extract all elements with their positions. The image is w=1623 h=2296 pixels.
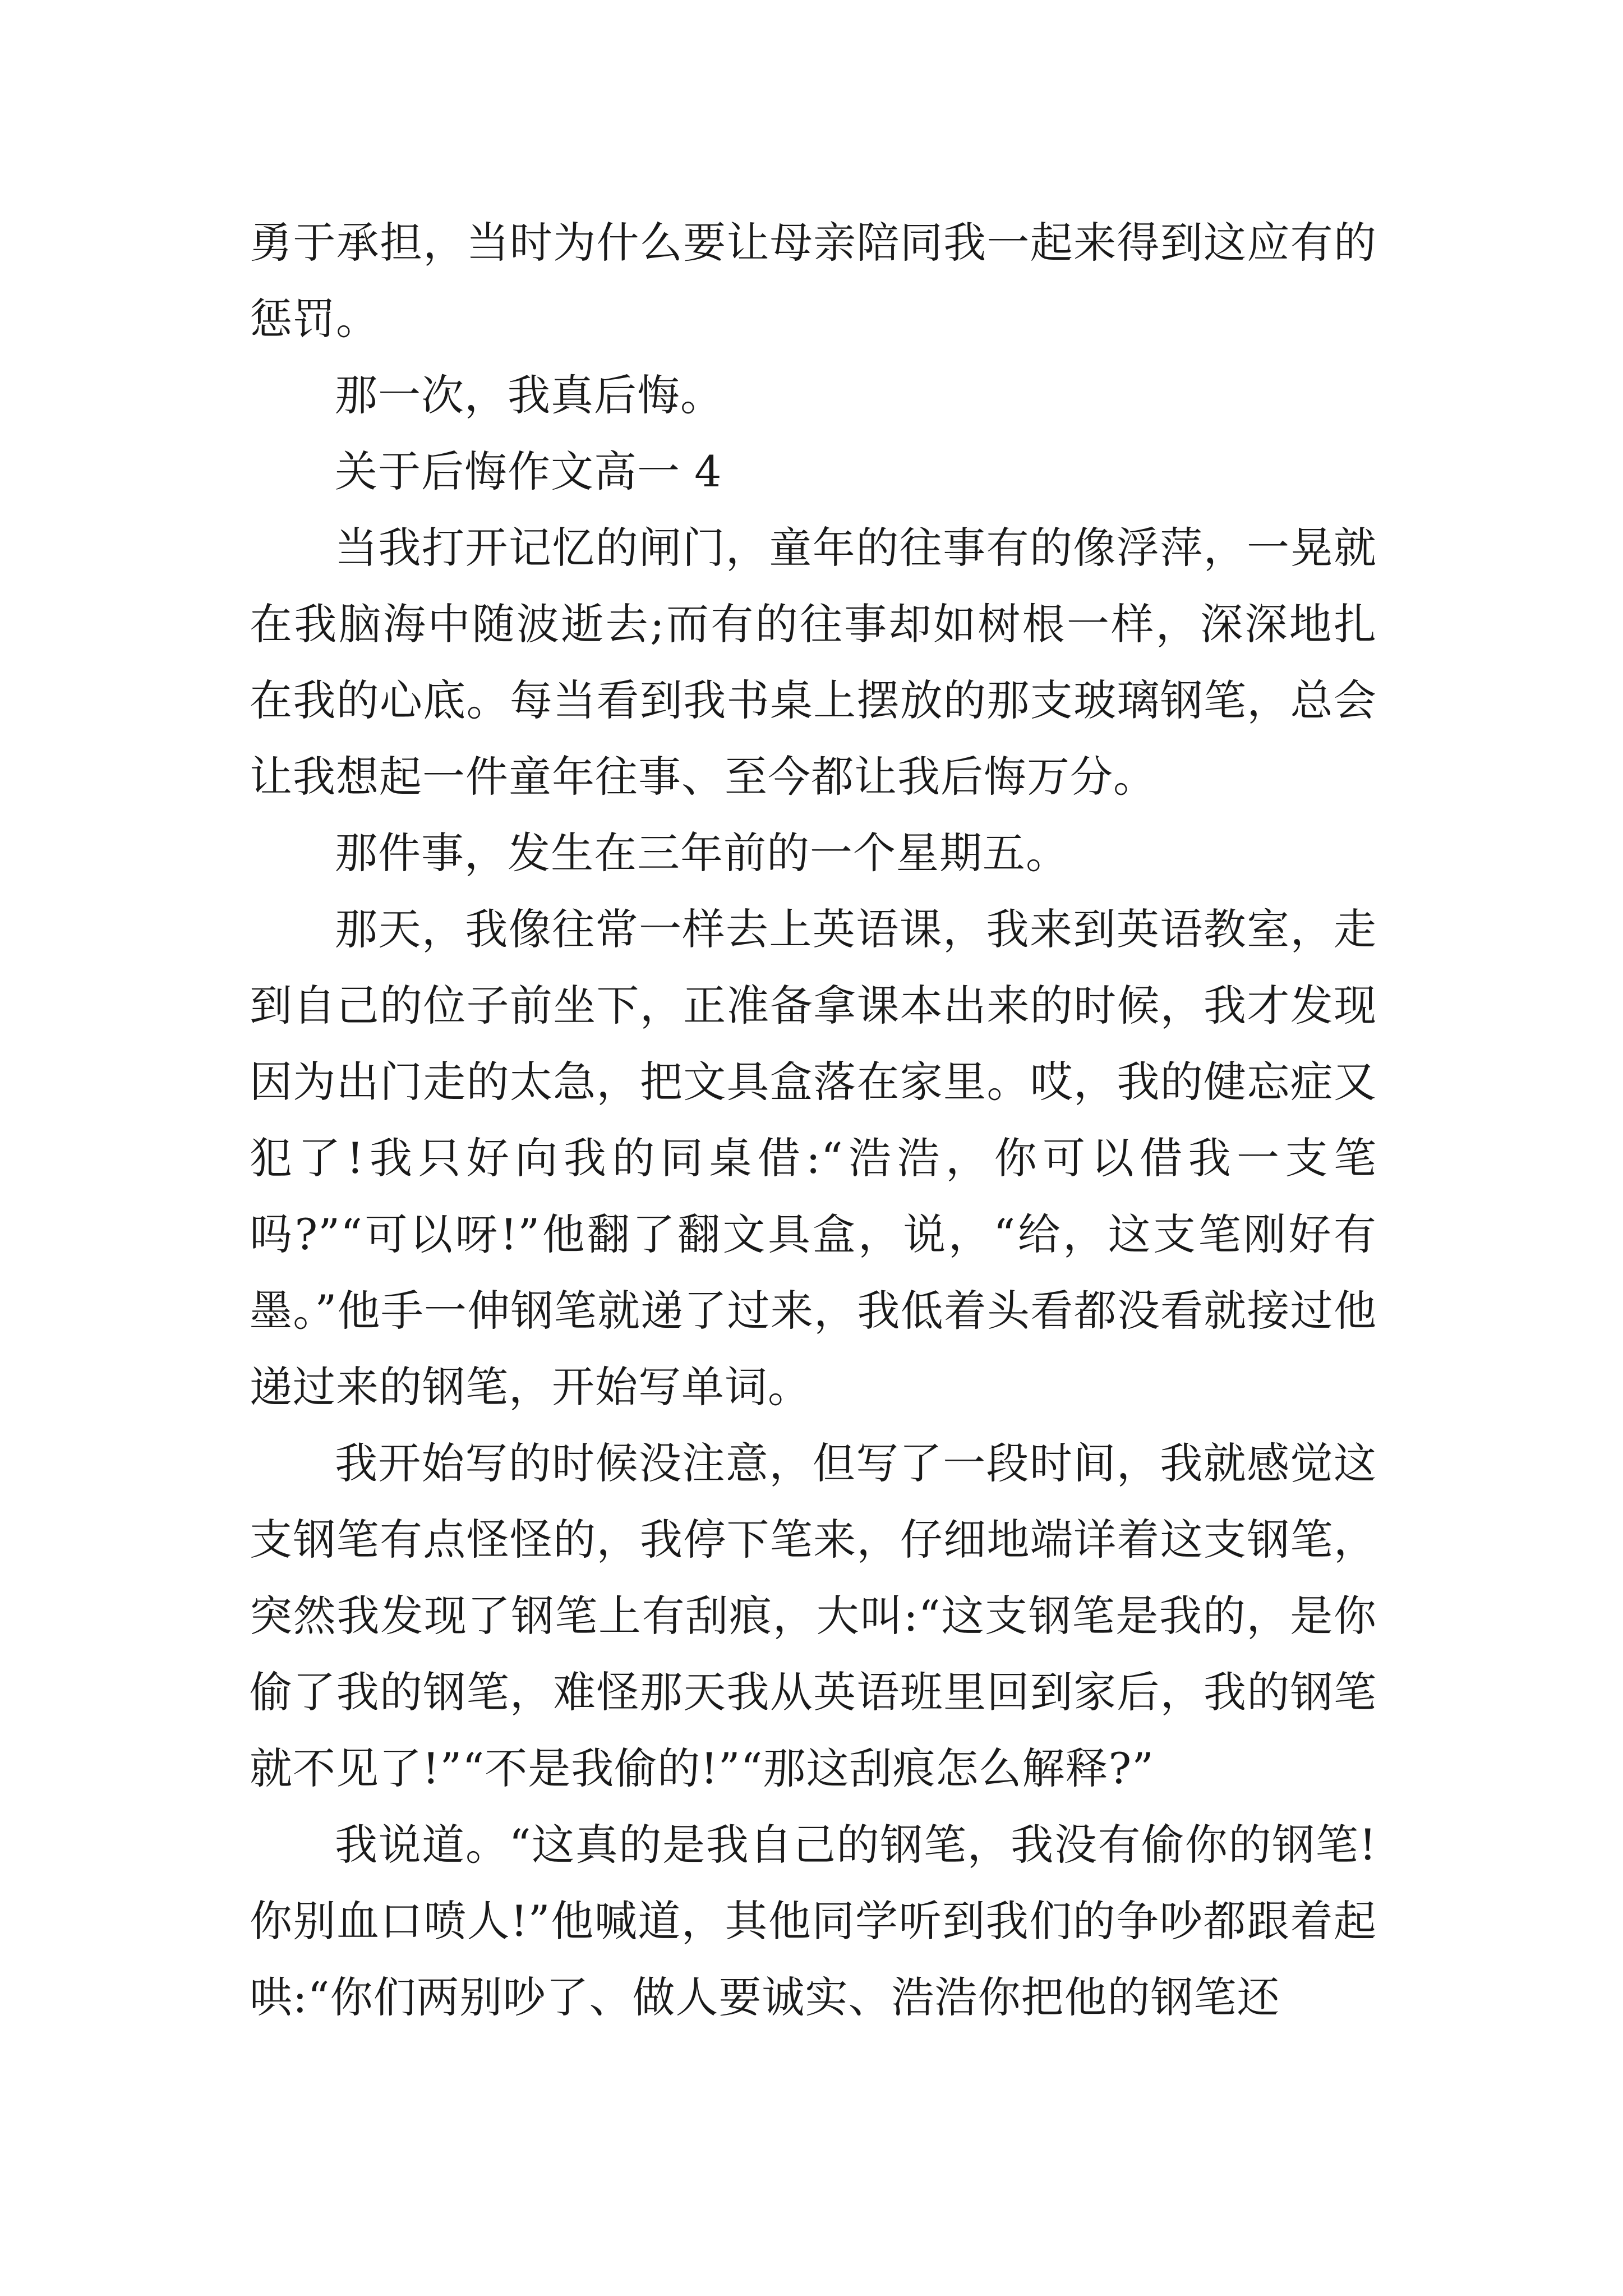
paragraph: 那一次，我真后悔。 — [335, 370, 723, 420]
paragraph: 那件事，发生在三年前的一个星期五。 — [335, 828, 1069, 878]
section-heading: 关于后悔作文高一 4 — [335, 447, 722, 496]
paragraph: 我开始写的时候没注意，但写了一段时间，我就感觉这支钢笔有点怪怪的，我停下笔来，仔细地端详着这支钢笔，突然我发现了钢笔上有刮痕，大叫:“这支钢笔是我的，是你偷了我的钢笔，难怪那天我从英语班里回到家后，我的钢笔就不见了!”“不是我偷的!”“那这刮痕怎么解释?” — [250, 1438, 1377, 1793]
document-body — [250, 205, 1377, 2036]
paragraph: 那天，我像往常一样去上英语课，我来到英语教室，走到自己的位子前坐下，正准备拿课本出来的时候，我才发现因为出门走的太急，把文具盒落在家里。哎，我的健忘症又犯了!我只好向我的同桌借:“浩浩，你可以借我一支笔吗?”“可以呀!”他翻了翻文具盒，说，“给，这支笔刚好有墨。”他手一伸钢笔就递了过来，我低着头看都没看就接过他递过来的钢笔，开始写单词。 — [250, 904, 1377, 1412]
paragraph: 勇于承担，当时为什么要让母亲陪同我一起来得到这应有的惩罚。 — [250, 218, 1377, 344]
paragraph: 当我打开记忆的闸门，童年的往事有的像浮萍，一晃就在我脑海中随波逝去;而有的往事却如树根一样，深深地扎在我的心底。每当看到我书桌上摆放的那支玻璃钢笔，总会让我想起一件童年往事、至今都让我后悔万分。 — [250, 523, 1377, 802]
paragraph: 我说道。“这真的是我自己的钢笔，我没有偷你的钢笔!你别血口喷人!”他喊道，其他同学听到我们的争吵都跟着起哄:“你们两别吵了、做人要诚实、浩浩你把他的钢笔还 — [250, 1820, 1377, 2022]
